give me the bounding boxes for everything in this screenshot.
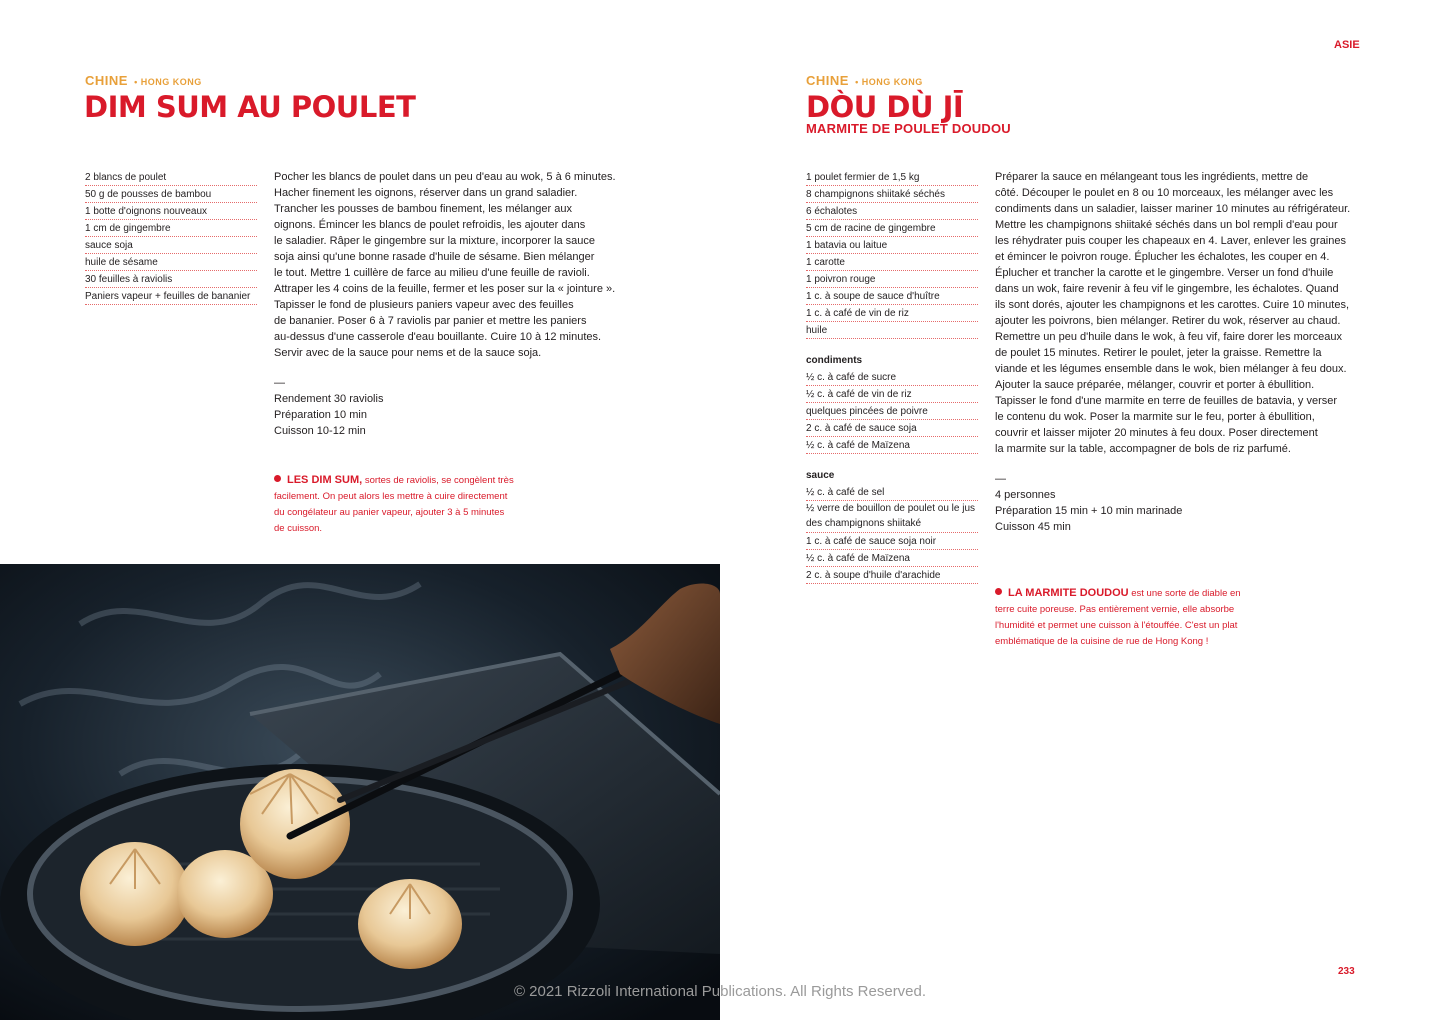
- ingredient-item: 2 c. à café de sauce soja: [806, 421, 978, 437]
- ingredient-item: 1 poulet fermier de 1,5 kg: [806, 170, 978, 186]
- right-region: • HONG KONG: [855, 77, 923, 87]
- ingredient-item: huile: [806, 323, 978, 339]
- ingredient-item: 5 cm de racine de gingembre: [806, 221, 978, 237]
- method-line: Éplucher et trancher la carotte et le gingembre. Verser un fond d'huile: [995, 267, 1334, 279]
- method-line: condiments dans un saladier, laisser mariner 10 minutes au réfrigérateur.: [995, 203, 1351, 215]
- note-line: emblématique de la cuisine de rue de Hong Kong !: [995, 636, 1209, 647]
- method-line: Mettre les champignons shiitaké séchés dans un bol rempli d'eau pour: [995, 219, 1338, 231]
- condiments-title: condiments: [806, 355, 863, 366]
- ingredient-item: 2 c. à soupe d'huile d'arachide: [806, 568, 978, 584]
- right-title: DÒU DÙ JĪ: [806, 90, 964, 124]
- note-line: terre cuite poreuse. Pas entièrement vernie, elle absorbe: [995, 604, 1235, 615]
- ingredient-item: 1 batavia ou laitue: [806, 238, 978, 254]
- right-ingredients: [806, 170, 978, 339]
- page-number: 233: [1338, 966, 1355, 977]
- ingredient-item: ½ verre de bouillon de poulet ou le jus des champignons shiitaké: [806, 502, 978, 533]
- sauce-title: sauce: [806, 470, 835, 481]
- ingredient-item: ½ c. à café de Maïzena: [806, 551, 978, 567]
- note-line: de cuisson.: [274, 523, 323, 534]
- separator-dash: —: [274, 377, 285, 389]
- ingredient-item: sauce soja: [85, 238, 257, 254]
- yield: Rendement 30 raviolis: [274, 393, 384, 405]
- left-region: • HONG KONG: [134, 77, 202, 87]
- note-line: facilement. On peut alors les mettre à cuire directement: [274, 491, 508, 502]
- method-line: de poulet 15 minutes. Retirer le poulet, jeter la graisse. Remettre la: [995, 347, 1322, 359]
- method-line: au-dessus d'une casserole d'eau bouillante. Cuire 10 à 12 minutes.: [274, 331, 602, 343]
- note-line: du congélateur au panier vapeur, ajouter 3 à 5 minutes: [274, 507, 505, 518]
- ingredient-item: Paniers vapeur + feuilles de bananier: [85, 289, 257, 305]
- left-method: [274, 169, 634, 439]
- ingredient-item: 8 champignons shiitaké séchés: [806, 187, 978, 203]
- method-line: couvrir et laisser mijoter 20 minutes à feu doux. Poser directement: [995, 427, 1318, 439]
- method-line: Attraper les 4 coins de la feuille, fermer et les poser sur la « jointure ».: [274, 283, 616, 295]
- method-line: Trancher les pousses de bambou finement, les mélanger aux: [274, 203, 572, 215]
- ingredient-item: 1 cm de gingembre: [85, 221, 257, 237]
- method-line: côté. Découper le poulet en 8 ou 10 morceaux, les mélanger avec les: [995, 187, 1334, 199]
- method-line: Pocher les blancs de poulet dans un peu d'eau au wok, 5 à 6 minutes.: [274, 171, 616, 183]
- ingredient-item: ½ c. à café de sucre: [806, 370, 978, 386]
- dim-sum-photo: [0, 564, 720, 1020]
- left-country: [85, 73, 202, 88]
- bullet-dot-icon: [995, 588, 1002, 595]
- ingredient-item: 1 c. à café de vin de riz: [806, 306, 978, 322]
- left-country-name: CHINE: [85, 73, 128, 88]
- method-line: Hacher finement les oignons, réserver dans un grand saladier.: [274, 187, 578, 199]
- ingredient-item: huile de sésame: [85, 255, 257, 271]
- servings: 4 personnes: [995, 489, 1056, 501]
- copyright-watermark: © 2021 Rizzoli International Publications. All Rights Reserved.: [513, 983, 927, 1000]
- ingredient-item: ½ c. à café de sel: [806, 485, 978, 501]
- cook-time: Cuisson 10-12 min: [274, 425, 366, 437]
- right-tip-note: [995, 585, 1295, 650]
- method-line: soja ainsi qu'une bonne rasade d'huile de sésame. Bien mélanger: [274, 251, 595, 263]
- cook-time: Cuisson 45 min: [995, 521, 1071, 533]
- ingredient-item: ½ c. à café de Maïzena: [806, 438, 978, 454]
- method-line: oignons. Émincer les blancs de poulet refroidis, les ajouter dans: [274, 219, 586, 231]
- ingredient-item: ½ c. à café de vin de riz: [806, 387, 978, 403]
- note-line: est une sorte de diable en: [1131, 588, 1241, 599]
- right-country: [806, 73, 923, 88]
- method-line: le contenu du wok. Poser la marmite sur le feu, porter à ébullition,: [995, 411, 1315, 423]
- section-tag: ASIE: [1334, 39, 1360, 51]
- right-subtitle: MARMITE DE POULET DOUDOU: [806, 121, 1011, 136]
- ingredient-item: 1 botte d'oignons nouveaux: [85, 204, 257, 220]
- method-line: dans un wok, faire revenir à feu vif le gingembre, les échalotes. Quand: [995, 283, 1339, 295]
- method-line: Tapisser le fond de plusieurs paniers vapeur avec des feuilles: [274, 299, 574, 311]
- ingredient-item: 1 c. à soupe de sauce d'huître: [806, 289, 978, 305]
- sauce-list: [806, 485, 978, 584]
- method-line: les réhydrater puis couper les chapeaux en 4. Laver, enlever les graines: [995, 235, 1346, 247]
- condiments-list: [806, 370, 978, 454]
- method-line: ils sont dorés, ajouter les champignons et les carottes. Cuire 10 minutes,: [995, 299, 1350, 311]
- prep-time: Préparation 10 min: [274, 409, 367, 421]
- ingredient-item: 1 c. à café de sauce soja noir: [806, 534, 978, 550]
- ingredient-item: 30 feuilles à raviolis: [85, 272, 257, 288]
- ingredient-item: quelques pincées de poivre: [806, 404, 978, 420]
- right-country-name: CHINE: [806, 73, 849, 88]
- ingredient-item: 1 poivron rouge: [806, 272, 978, 288]
- ingredient-item: 50 g de pousses de bambou: [85, 187, 257, 203]
- left-ingredients: [85, 170, 257, 306]
- method-line: viande et les légumes ensemble dans le wok, bien mélanger à feu doux.: [995, 363, 1347, 375]
- method-line: Ajouter la sauce préparée, mélanger, couvrir et porter à ébullition.: [995, 379, 1315, 391]
- method-line: le tout. Mettre 1 cuillère de farce au milieu d'une feuille de ravioli.: [274, 267, 590, 279]
- method-line: Servir avec de la sauce pour nems et de la sauce soja.: [274, 347, 542, 359]
- note-lead: LA MARMITE DOUDOU: [1008, 587, 1129, 599]
- ingredient-item: 2 blancs de poulet: [85, 170, 257, 186]
- prep-time: Préparation 15 min + 10 min marinade: [995, 505, 1183, 517]
- method-line: de bananier. Poser 6 à 7 raviolis par panier et mettre les paniers: [274, 315, 587, 327]
- note-line: l'humidité et permet une cuisson à l'étouffée. C'est un plat: [995, 620, 1238, 631]
- method-line: et émincer le poivron rouge. Éplucher les échalotes, les couper en 4.: [995, 251, 1330, 263]
- right-method: [995, 169, 1375, 535]
- right-ingredients-block: [806, 170, 978, 585]
- note-lead: LES DIM SUM,: [287, 474, 363, 486]
- left-tip-note: [274, 472, 564, 537]
- separator-dash: —: [995, 473, 1006, 485]
- method-line: ajouter les poivrons, bien mélanger. Retirer du wok, réserver au chaud.: [995, 315, 1341, 327]
- method-line: Tapisser le fond d'une marmite en terre de feuilles de batavia, y verser: [995, 395, 1338, 407]
- ingredient-item: 1 carotte: [806, 255, 978, 271]
- method-line: Remettre un peu d'huile dans le wok, à feu vif, faire dorer les morceaux: [995, 331, 1342, 343]
- bullet-dot-icon: [274, 475, 281, 482]
- method-line: la marmite sur la table, accompagner de bols de riz parfumé.: [995, 443, 1291, 455]
- method-line: le saladier. Râper le gingembre sur la mixture, incorporer la sauce: [274, 235, 595, 247]
- method-line: Préparer la sauce en mélangeant tous les ingrédients, mettre de: [995, 171, 1309, 183]
- ingredient-item: 6 échalotes: [806, 204, 978, 220]
- left-title: DIM SUM AU POULET: [84, 90, 416, 124]
- note-line: sortes de raviolis, se congèlent très: [364, 475, 514, 486]
